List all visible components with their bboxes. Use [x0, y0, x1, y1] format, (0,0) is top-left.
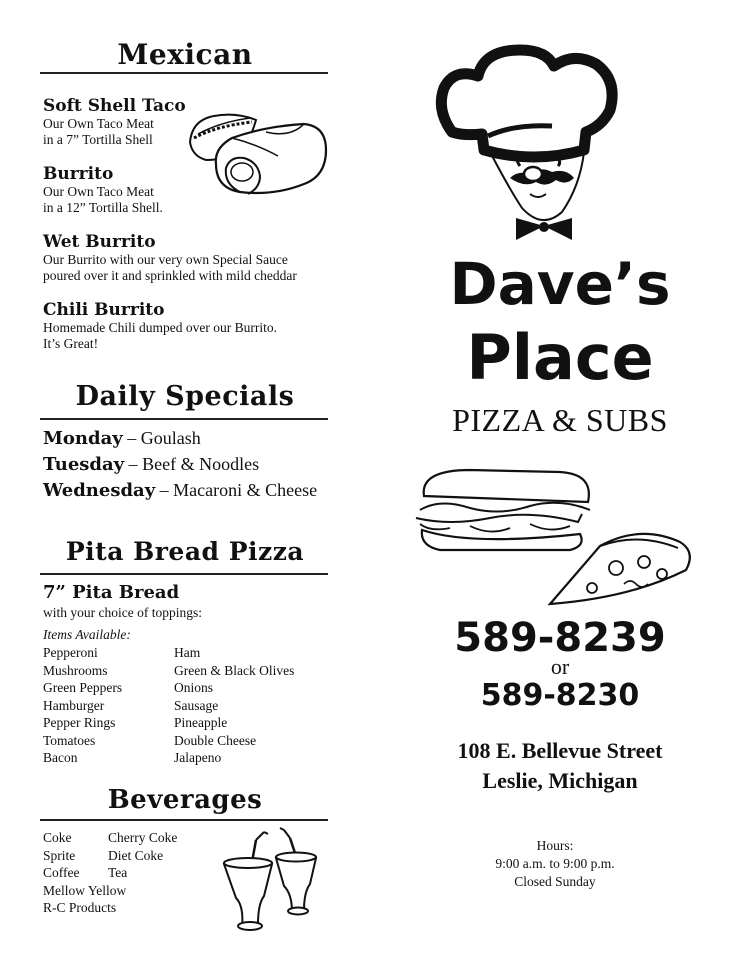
topping-item: Pepperoni — [43, 645, 98, 660]
beverage-item: Tea — [108, 865, 128, 880]
pita-divider — [40, 573, 328, 575]
item-desc: It’s Great! — [43, 336, 99, 351]
special-day: Tuesday — [43, 454, 125, 475]
beverage-item: Coffee — [43, 865, 80, 880]
phone-primary: 589-8239 — [454, 615, 666, 661]
item-desc: Homemade Chili dumped over our Burrito. — [43, 320, 277, 335]
special-wednesday — [43, 480, 343, 501]
chef-logo — [434, 40, 634, 254]
mexican-title: Mexican — [117, 38, 253, 71]
beverage-item: Sprite — [43, 847, 76, 863]
beverages-col-2 — [108, 829, 218, 882]
item-desc: Our Burrito with our very own Special Sauce — [43, 252, 288, 267]
item-name: Soft Shell Taco — [43, 96, 186, 116]
topping-item: Jalapeno — [174, 750, 222, 765]
special-sep: – — [155, 480, 174, 500]
item-name: Wet Burrito — [43, 232, 156, 252]
topping-item: Sausage — [174, 697, 219, 713]
mexican-item-chili-burrito — [43, 300, 333, 352]
mexican-divider — [40, 72, 328, 74]
beverages-divider — [40, 819, 328, 821]
special-day: Monday — [43, 428, 123, 449]
topping-item: Pineapple — [174, 715, 228, 730]
topping-item: Ham — [174, 645, 201, 660]
item-desc: in a 12” Tortilla Shell. — [43, 200, 163, 215]
item-name: Burrito — [43, 164, 114, 184]
brand-name-line2: Place — [466, 321, 654, 394]
address-city: Leslie, Michigan — [482, 768, 638, 793]
topping-item: Green & Black Olives — [174, 662, 295, 678]
topping-item: Tomatoes — [43, 732, 96, 748]
topping-item: Hamburger — [43, 697, 105, 713]
special-dish: Goulash — [140, 428, 201, 448]
hours-closed: Closed Sunday — [514, 874, 596, 889]
special-sep: – — [124, 454, 143, 474]
beverage-item: R-C Products — [43, 900, 117, 915]
topping-item: Onions — [174, 680, 214, 695]
taco-burrito-illustration — [186, 104, 330, 200]
address-street: 108 E. Bellevue Street — [457, 738, 663, 763]
topping-item: Mushrooms — [43, 662, 108, 678]
beverage-item: Diet Coke — [108, 847, 164, 863]
item-desc: poured over it and sprinkled with mild cheddar — [43, 268, 297, 283]
special-dish: Macaroni & Cheese — [173, 480, 318, 500]
topping-item: Pepper Rings — [43, 715, 116, 730]
brand-name-line1: Dave’s — [449, 250, 671, 318]
pita-subtitle: with your choice of toppings: — [43, 605, 202, 620]
special-monday — [43, 428, 343, 449]
toppings-col-1 — [43, 644, 173, 767]
beverage-item: Coke — [43, 830, 72, 845]
topping-item: Bacon — [43, 750, 78, 765]
specials-divider — [40, 418, 328, 420]
item-name: Chili Burrito — [43, 300, 165, 320]
phone-secondary: 589-8230 — [480, 678, 640, 713]
special-dish: Beef & Noodles — [142, 454, 260, 474]
beverage-item: Mellow Yellow — [43, 882, 127, 898]
specials-title: Daily Specials — [75, 381, 295, 412]
topping-item: Green Peppers — [43, 680, 123, 695]
hours-times: 9:00 a.m. to 9:00 p.m. — [495, 856, 615, 871]
topping-item: Double Cheese — [174, 732, 257, 748]
toppings-col-2 — [174, 644, 334, 767]
item-desc: Our Own Taco Meat — [43, 184, 154, 199]
item-desc: Our Own Taco Meat — [43, 116, 154, 131]
phone-or: or — [550, 654, 570, 679]
special-day: Wednesday — [43, 480, 156, 501]
beverages-title: Beverages — [107, 785, 263, 815]
special-sep: – — [122, 428, 141, 448]
brand-tagline: PIZZA & SUBS — [452, 402, 668, 438]
pita-title: Pita Bread Pizza — [65, 537, 305, 566]
pita-item-name: 7” Pita Bread — [43, 582, 180, 603]
mexican-item-wet-burrito — [43, 232, 333, 284]
sub-pizza-illustration — [410, 466, 700, 612]
beverage-item: Cherry Coke — [108, 830, 178, 845]
drinks-illustration — [218, 826, 318, 934]
pita-available-label: Items Available: — [43, 627, 131, 642]
hours-label: Hours: — [536, 838, 574, 853]
special-tuesday — [43, 454, 343, 475]
item-desc: in a 7” Tortilla Shell — [43, 132, 153, 147]
